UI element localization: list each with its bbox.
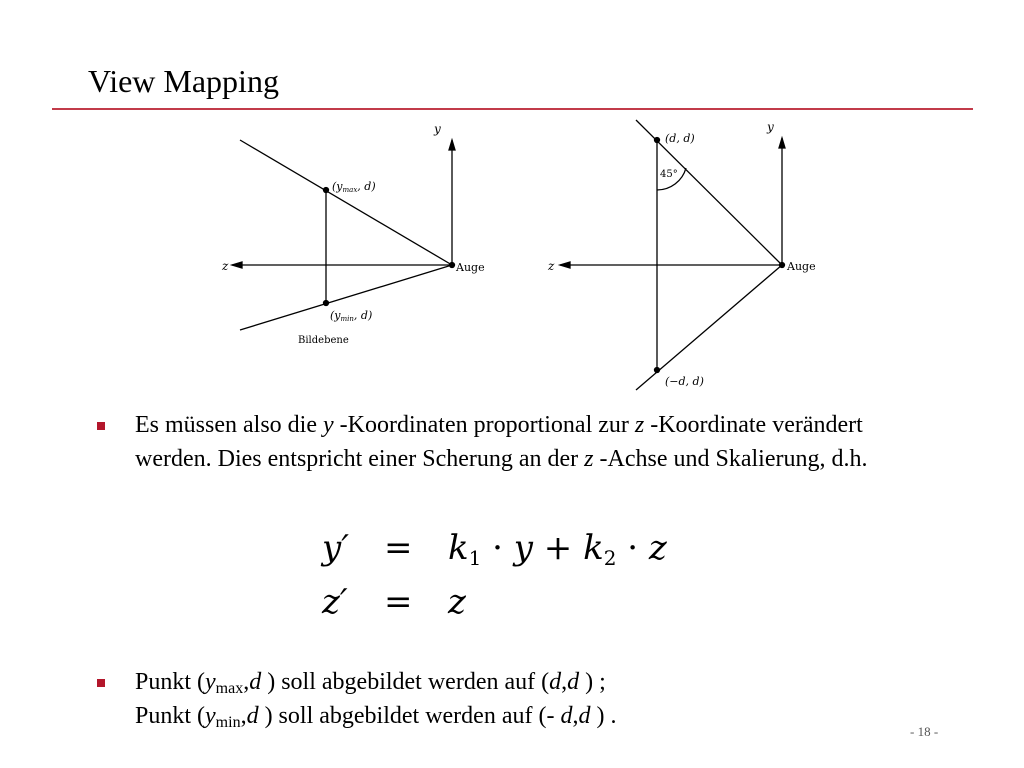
- left-upper-ray: [240, 140, 452, 265]
- bullet-marker-1: [97, 422, 105, 430]
- left-ymin-label: (ymin, d): [330, 309, 373, 323]
- left-eye-point: [450, 263, 455, 268]
- right-top-label: (d, d): [665, 132, 695, 145]
- eq2-equals: =: [384, 582, 413, 622]
- equation-block: [322, 528, 682, 628]
- right-y-arrow: [779, 138, 785, 148]
- right-bottom-label: (−d, d): [665, 375, 704, 388]
- left-eye-label: Auge: [456, 261, 485, 274]
- left-z-arrow: [232, 262, 242, 268]
- left-y-label: y: [434, 122, 441, 136]
- left-ymin-point: [324, 301, 329, 306]
- left-diagram: [232, 140, 455, 330]
- eq2-rhs: z: [448, 582, 466, 622]
- left-ymax-point: [324, 188, 329, 193]
- slide-title: View Mapping: [88, 63, 279, 99]
- bullet-marker-2: [97, 679, 105, 687]
- bullet-text-1: Es müssen also die y -Koordinaten proportional zur z -Koordinate verändert werden. Dies entspricht einer Scherung an der z -Achse und Skalierung, d.h.: [135, 412, 868, 472]
- right-z-arrow: [560, 262, 570, 268]
- bullet2-line-1: Punkt ($y_{max},d$ ) soll abgebildet werden auf (d,d ) ;: [135, 669, 606, 697]
- left-ymax-label: (ymax, d): [332, 180, 376, 194]
- right-diagram: [560, 120, 785, 390]
- bullet-text-2: [135, 665, 915, 733]
- eq1-rhs: $k_1 \cdot y + k_2 \cdot z$: [448, 528, 667, 570]
- right-eye-point: [780, 263, 785, 268]
- eq1-lhs: y′: [322, 528, 349, 568]
- left-y-arrow: [449, 140, 455, 150]
- right-z-label: z: [548, 259, 555, 273]
- right-top-point: [655, 138, 660, 143]
- eq2-lhs: z′: [322, 582, 348, 622]
- page-number: - 18 -: [910, 724, 939, 739]
- eq1-equals: =: [384, 528, 413, 568]
- angle-label: 45°: [660, 169, 678, 180]
- left-z-label: z: [222, 259, 229, 273]
- right-bottom-point: [655, 368, 660, 373]
- right-eye-label: Auge: [787, 260, 816, 273]
- bullet2-line-2: Punkt ($y_{min},d$ ) soll abgebildet werden auf (- d,d ) .: [135, 703, 617, 731]
- left-plane-label: Bildebene: [298, 335, 349, 346]
- right-y-label: y: [767, 120, 774, 134]
